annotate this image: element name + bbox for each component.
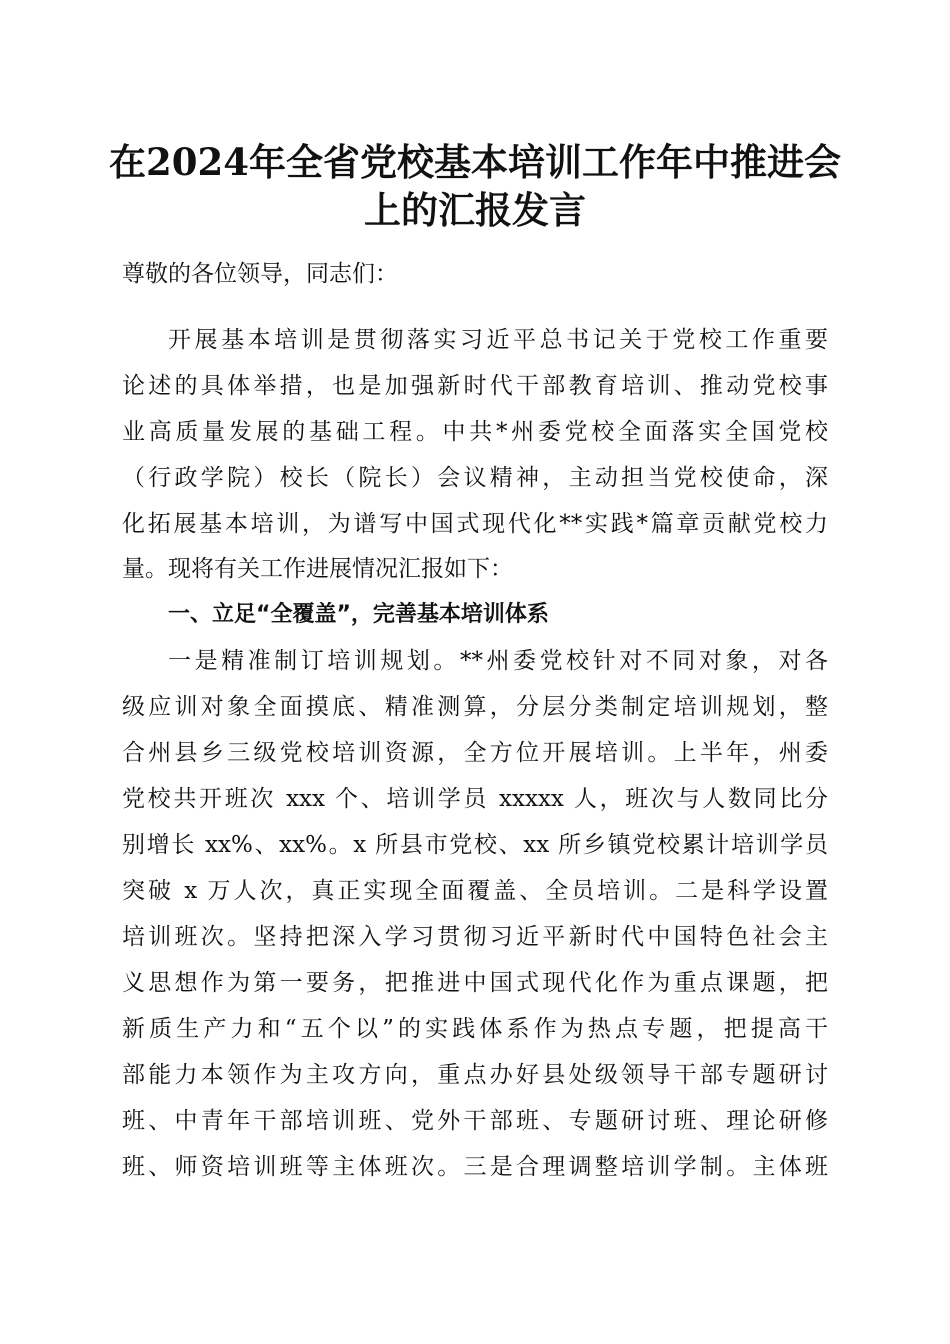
section-1-line-8: 义思想作为第一要务，把推进中国式现代化作为重点课题，把 [122, 970, 828, 996]
intro-line-3: 业高质量发展的基础工程。中共*州委党校全面落实全国党校 [122, 419, 828, 445]
section-1-line-11: 班、中青年干部培训班、党外干部班、专题研讨班、理论研修 [122, 1108, 828, 1134]
section-1-line-10: 部能力本领作为主攻方向，重点办好县处级领导干部专题研讨 [122, 1062, 828, 1088]
intro-line-2: 论述的具体举措，也是加强新时代干部教育培训、推动党校事 [122, 373, 828, 399]
intro-line-6: 量。现将有关工作进展情况汇报如下： [122, 556, 513, 582]
document-title-line-2: 上的汇报发言 [364, 188, 586, 232]
intro-line-4: （行政学院）校长（院长）会议精神，主动担当党校使命，深 [122, 465, 828, 491]
salutation: 尊敬的各位领导，同志们： [122, 261, 398, 287]
intro-line-1: 开展基本培训是贯彻落实习近平总书记关于党校工作重要 [168, 327, 828, 353]
document-title-line-1: 在2024年全省党校基本培训工作年中推进会 [109, 140, 841, 184]
section-1-heading: 一、立足“全覆盖”，完善基本培训体系 [168, 602, 549, 627]
section-1-line-3: 合州县乡三级党校培训资源，全方位开展培训。上半年，州委 [122, 740, 828, 766]
section-1-line-12: 班、师资培训班等主体班次。三是合理调整培训学制。主体班 [122, 1154, 828, 1180]
section-1-line-7: 培训班次。坚持把深入学习贯彻习近平新时代中国特色社会主 [122, 924, 828, 950]
section-1-line-5: 别增长 xx%、xx%。x 所县市党校、xx 所乡镇党校累计培训学员 [122, 832, 828, 858]
section-1-line-2: 级应训对象全面摸底、精准测算，分层分类制定培训规划，整 [122, 694, 828, 720]
section-1-line-9: 新质生产力和“五个以”的实践体系作为热点专题，把提高干 [122, 1016, 828, 1042]
section-1-line-4: 党校共开班次 xxx 个、培训学员 xxxxx 人，班次与人数同比分 [122, 786, 828, 812]
section-1-line-6: 突破 x 万人次，真正实现全面覆盖、全员培训。二是科学设置 [122, 878, 828, 904]
intro-line-5: 化拓展基本培训，为谱写中国式现代化**实践*篇章贡献党校力 [122, 511, 828, 537]
section-1-line-1: 一是精准制订培训规划。**州委党校针对不同对象，对各 [168, 648, 828, 674]
